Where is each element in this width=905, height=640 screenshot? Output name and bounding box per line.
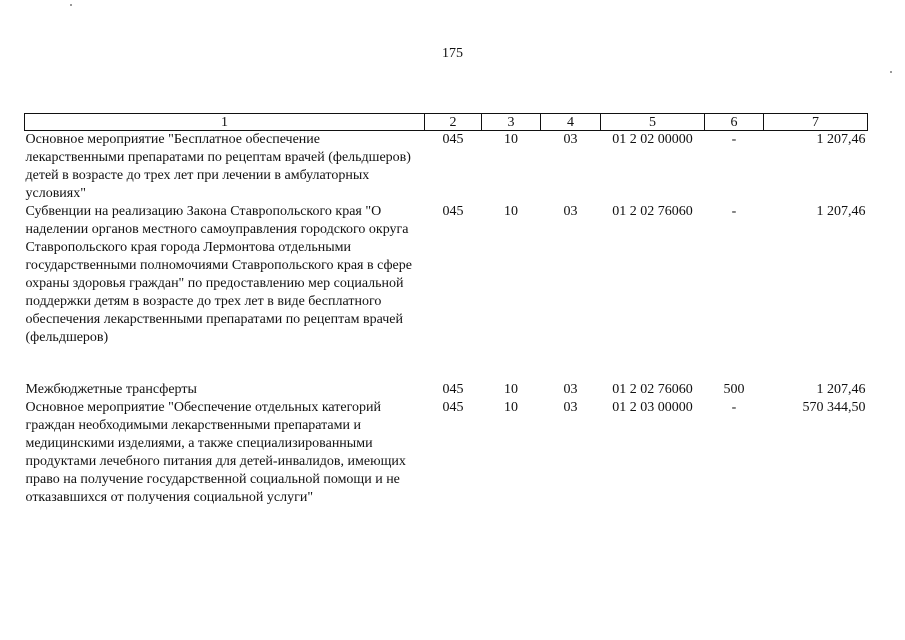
row-expense-type: - xyxy=(731,132,737,147)
budget-table xyxy=(24,113,868,507)
row-section: 10 xyxy=(504,204,518,219)
row-subsection: 03 xyxy=(563,204,578,219)
row-name: Основное мероприятие "Обеспечение отдельных категорий граждан необходимыми лекарственными препаратами и медицинскими изделиями, а также специализированными продуктами лечебного питания для детей-инвалидов, имеющих право на получение государственной социальной помощи и не отказавшихся от получения социальной услуги" xyxy=(25,400,406,505)
column-header-5: 5 xyxy=(601,114,705,131)
table-row xyxy=(25,399,868,507)
column-header-2: 2 xyxy=(425,114,482,131)
column-header-4: 4 xyxy=(541,114,601,131)
table-row xyxy=(25,131,868,204)
row-ministry: 045 xyxy=(442,382,464,397)
row-ministry: 045 xyxy=(442,132,464,147)
row-expense-type: 500 xyxy=(723,382,745,397)
row-expense-type: - xyxy=(731,400,737,415)
column-header-6: 6 xyxy=(705,114,764,131)
table-body xyxy=(25,131,868,508)
table-row xyxy=(25,203,868,381)
row-ministry: 045 xyxy=(442,400,464,415)
row-amount: 570 344,50 xyxy=(802,400,866,415)
column-header-7: 7 xyxy=(764,114,868,131)
row-section: 10 xyxy=(504,132,518,147)
row-section: 10 xyxy=(504,400,518,415)
table-header xyxy=(25,114,868,131)
scan-speck xyxy=(70,4,72,6)
row-amount: 1 207,46 xyxy=(816,382,866,397)
page-number: 175 xyxy=(442,46,463,61)
column-header-3: 3 xyxy=(482,114,541,131)
row-subsection: 03 xyxy=(563,132,578,147)
row-name: Межбюджетные трансферты xyxy=(25,382,197,397)
row-amount: 1 207,46 xyxy=(816,132,866,147)
row-target-article: 01 2 02 76060 xyxy=(612,382,693,397)
header-row xyxy=(25,114,868,131)
table-row xyxy=(25,381,868,399)
row-target-article: 01 2 03 00000 xyxy=(612,400,693,415)
row-ministry: 045 xyxy=(442,204,464,219)
row-name: Основное мероприятие "Бесплатное обеспечение лекарственными препаратами по рецептам врачей (фельдшеров) детей в возрасте до трех лет при лечении в амбулаторных условиях" xyxy=(25,132,411,201)
column-header-1: 1 xyxy=(25,114,425,131)
row-expense-type: - xyxy=(731,204,737,219)
row-target-article: 01 2 02 00000 xyxy=(612,132,693,147)
row-section: 10 xyxy=(504,382,518,397)
row-name: Субвенции на реализацию Закона Ставропольского края "О наделении органов местного самоуправления городского округа Ставропольского края города Лермонтова отдельными государственными полномочиями Ставропольского края в сфере охраны здоровья граждан" по предоставлению мер социальной поддержки детям в возрасте до трех лет в виде бесплатного обеспечения лекарственными препаратами по рецептам врачей (фельдшеров) xyxy=(25,204,412,345)
row-subsection: 03 xyxy=(563,382,578,397)
scan-speck xyxy=(890,71,892,73)
row-amount: 1 207,46 xyxy=(816,204,866,219)
row-target-article: 01 2 02 76060 xyxy=(612,204,693,219)
row-subsection: 03 xyxy=(563,400,578,415)
